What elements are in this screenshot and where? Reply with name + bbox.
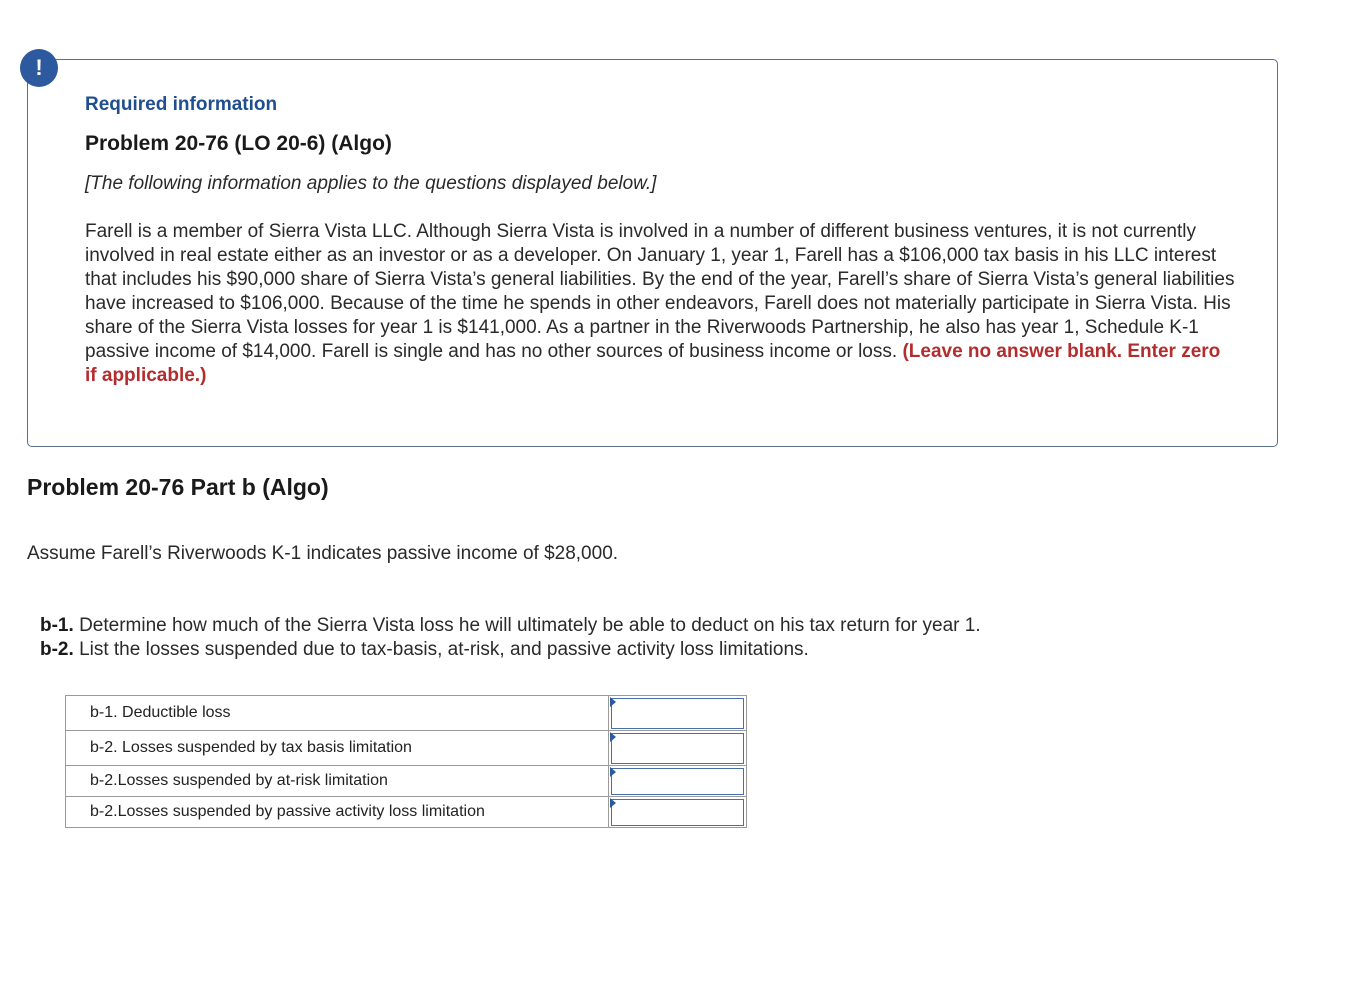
entry-marker-icon <box>610 697 616 707</box>
input-cell <box>609 797 747 828</box>
applies-note: [The following information applies to the questions displayed below.] <box>85 173 657 194</box>
question-b2 <box>40 638 981 662</box>
table-row <box>66 731 747 766</box>
question-text: Determine how much of the Sierra Vista loss he will ultimately be able to deduct on his tax return for year 1. <box>79 615 981 636</box>
required-information-heading: Required information <box>85 94 278 115</box>
question-list <box>40 614 981 662</box>
tax-basis-suspended-input[interactable] <box>611 733 744 764</box>
entry-marker-icon <box>610 798 616 808</box>
part-title: Problem 20-76 Part b (Algo) <box>27 474 329 500</box>
question-code: b-2. <box>40 639 74 660</box>
at-risk-suspended-input[interactable] <box>611 768 744 795</box>
question-b1 <box>40 614 981 638</box>
table-row <box>66 766 747 797</box>
input-cell <box>609 766 747 797</box>
table-row <box>66 797 747 828</box>
problem-title: Problem 20-76 (LO 20-6) (Algo) <box>85 132 392 155</box>
required-information-box <box>27 59 1278 447</box>
problem-body: Farell is a member of Sierra Vista LLC. Although Sierra Vista is involved in a number of different business ventures, it is not currently involved in real estate either as an investor or as a developer. On January 1, year 1, Farell has a $106,000 tax basis in his LLC interest that includes his $90,000 share of Sierra Vista’s general liabilities. By the end of the year, Farell’s share of Sierra Vista’s general liabilities have increased to $106,000. Because of the time he spends in other endeavors, Farell does not materially participate in Sierra Vista. His share of the Sierra Vista losses for year 1 is $141,000. As a partner in the Riverwoods Partnership, he also has year 1, Schedule K-1 passive income of $14,000. Farell is single and has no other sources of business income or loss. <box>85 221 1235 362</box>
instruction-warning: (Leave no answer blank. Enter zero if applicable.) <box>85 341 1221 386</box>
question-text: List the losses suspended due to tax-basis, at-risk, and passive activity loss limitations. <box>79 639 809 660</box>
problem-description <box>85 220 1235 388</box>
exclamation-icon: ! <box>20 49 58 87</box>
table-row <box>66 696 747 731</box>
entry-marker-icon <box>610 767 616 777</box>
assumption-text: Assume Farell’s Riverwoods K-1 indicates passive income of $28,000. <box>27 543 619 564</box>
row-label: b-2.Losses suspended by passive activity loss limitation <box>66 797 609 828</box>
input-cell <box>609 731 747 766</box>
question-code: b-1. <box>40 615 74 636</box>
entry-marker-icon <box>610 732 616 742</box>
row-label: b-2. Losses suspended by tax basis limitation <box>66 731 609 766</box>
row-label: b-2.Losses suspended by at-risk limitation <box>66 766 609 797</box>
passive-loss-suspended-input[interactable] <box>611 799 744 826</box>
row-label: b-1. Deductible loss <box>66 696 609 731</box>
answer-table <box>65 695 747 828</box>
input-cell <box>609 696 747 731</box>
deductible-loss-input[interactable] <box>611 698 744 729</box>
